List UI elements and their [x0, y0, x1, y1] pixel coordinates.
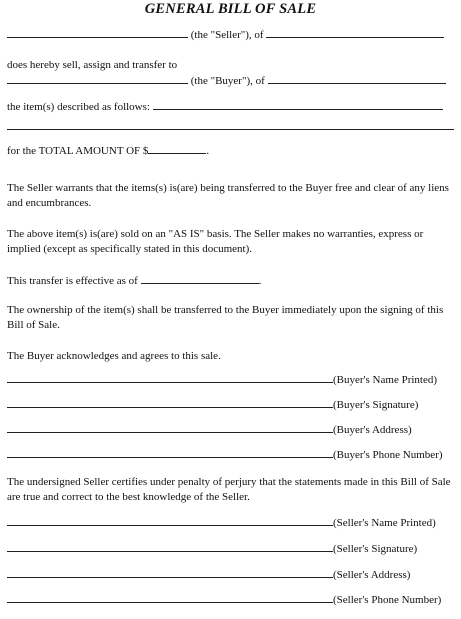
buyer-signature-blank[interactable] [7, 397, 333, 408]
buyer-label: (the "Buyer"), of [190, 75, 265, 87]
buyer-acknowledgement: The Buyer acknowledges and agrees to this sale. [7, 350, 221, 362]
items-description-extra-line[interactable] [7, 129, 454, 130]
items-description-blank[interactable] [153, 99, 443, 110]
seller-address-blank[interactable] [266, 27, 444, 38]
buyer-signature-field [7, 397, 418, 412]
items-label: the item(s) described as follows: [7, 101, 150, 113]
field-label: (Buyer's Name Printed) [333, 374, 438, 386]
total-label: for the TOTAL AMOUNT OF $ [7, 145, 149, 157]
field-label: (Buyer's Signature) [333, 399, 419, 411]
total-amount-blank[interactable] [148, 143, 206, 154]
field-label: (Seller's Phone Number) [333, 594, 442, 606]
buyer-name-printed-field [7, 372, 437, 387]
buyer-address-blank[interactable] [268, 73, 446, 84]
buyer-address-sig-blank[interactable] [7, 422, 333, 433]
field-label: (Buyer's Phone Number) [333, 449, 443, 461]
document-title: GENERAL BILL OF SALE [144, 1, 317, 17]
effective-label: This transfer is effective as of [7, 275, 138, 287]
seller-signature-blank[interactable] [7, 541, 333, 552]
field-label: (Seller's Name Printed) [333, 517, 436, 529]
seller-label: (the "Seller"), of [190, 29, 264, 41]
buyer-phone-blank[interactable] [7, 447, 333, 458]
ownership-paragraph: The ownership of the item(s) shall be transferred to the Buyer immediately upon the signing of this Bill of Sale. [7, 304, 444, 331]
total-line: for the TOTAL AMOUNT OF $ . [7, 145, 210, 157]
seller-signature-field [7, 541, 417, 556]
conveyance-intro: does hereby sell, assign and transfer to [7, 59, 178, 71]
buyer-address-field [7, 422, 412, 437]
seller-address-sig-blank[interactable] [7, 567, 333, 578]
seller-name-printed-field [7, 515, 436, 530]
buyer-phone-field [7, 447, 443, 462]
effective-line: This transfer is effective as of . [7, 275, 262, 287]
effective-date-blank[interactable] [141, 273, 259, 284]
field-label: (Seller's Address) [333, 569, 411, 581]
seller-name-printed-blank[interactable] [7, 515, 333, 526]
seller-line [7, 27, 444, 42]
seller-certification: The undersigned Seller certifies under penalty of perjury that the statements made in this Bill of Sale are true and correct to the best knowledge of the Seller. [7, 476, 451, 503]
seller-phone-blank[interactable] [7, 592, 333, 603]
seller-phone-field [7, 592, 441, 607]
as-is-paragraph: The above item(s) is(are) sold on an "AS IS" basis. The Seller makes no warranties, express or implied (except as specifically stated in this document). [7, 228, 424, 255]
buyer-name-blank[interactable] [7, 73, 188, 84]
buyer-name-printed-blank[interactable] [7, 372, 333, 383]
field-label: (Seller's Signature) [333, 543, 418, 555]
field-label: (Buyer's Address) [333, 424, 412, 436]
seller-name-blank[interactable] [7, 27, 188, 38]
seller-address-field [7, 567, 410, 582]
warranty-paragraph: The Seller warrants that the items(s) is(are) being transferred to the Buyer free and clear of any liens and encumbrances. [7, 182, 449, 209]
buyer-line [7, 73, 446, 88]
items-line [7, 99, 443, 114]
